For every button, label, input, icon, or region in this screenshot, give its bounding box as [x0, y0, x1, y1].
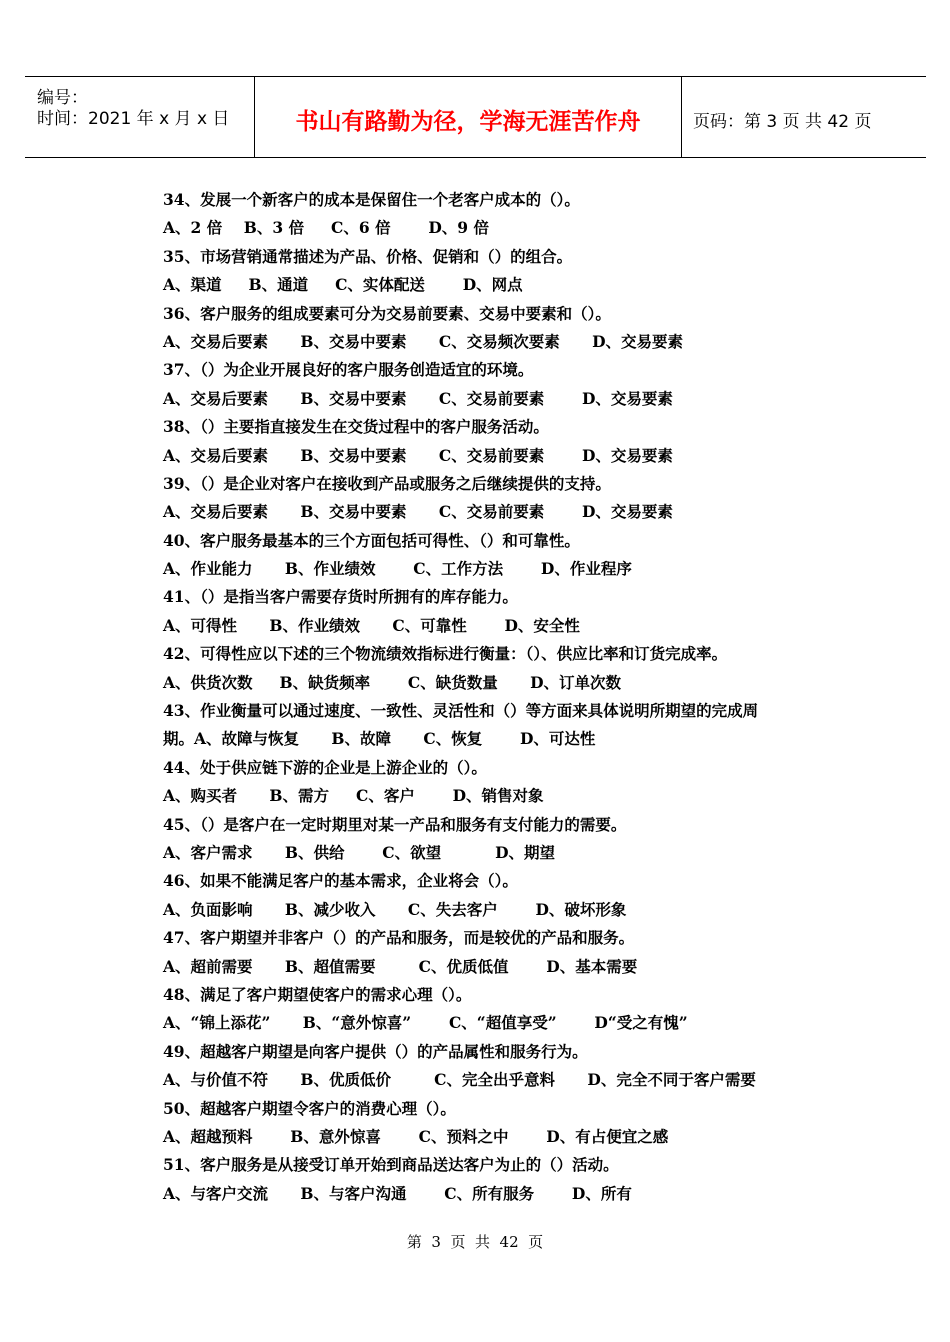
- question-list: [163, 186, 803, 1208]
- question-text: 37、（）为企业开展良好的客户服务创造适宜的环境。: [163, 360, 534, 380]
- question-text: 38、（）主要指直接发生在交货过程中的客户服务活动。: [163, 417, 549, 437]
- answer-options: A、超越预料 B、意外惊喜 C、预料之中 D、有占便宜之感: [163, 1126, 669, 1146]
- page-header: [25, 76, 926, 158]
- answer-options: A、“锦上添花” B、“意外惊喜” C、“超值享受” D“受之有愧”: [163, 1013, 688, 1033]
- question-text: 47、客户期望并非客户（）的产品和服务，而是较优的产品和服务。: [163, 928, 635, 948]
- answer-options: A、交易后要素 B、交易中要素 C、交易前要素 D、交易要素: [163, 388, 673, 408]
- question-text: 43、作业衡量可以通过速度、一致性、灵活性和（）等方面来具体说明所期望的完成周: [163, 701, 759, 721]
- question-text: 40、客户服务最基本的三个方面包括可得性、（）和可靠性。: [163, 530, 580, 550]
- page-footer: 第 3 页 共 42 页: [406, 1233, 544, 1251]
- answer-options: A、与客户交流 B、与客户沟通 C、所有服务 D、所有: [163, 1183, 632, 1203]
- question-text: 48、满足了客户期望使客户的需求心理（）。: [163, 984, 472, 1004]
- header-left-cell: [25, 77, 254, 157]
- header-page-info: 页码：第 3 页 共 42 页: [693, 112, 872, 132]
- document-time-label: 时间：2021 年 x 月 x 日: [37, 109, 230, 129]
- question-text: 44、处于供应链下游的企业是上游企业的（）。: [163, 757, 487, 777]
- answer-options: A、超前需要 B、超值需要 C、优质低值 D、基本需要: [163, 956, 638, 976]
- question-text: 46、如果不能满足客户的基本需求，企业将会（）。: [163, 871, 518, 891]
- answer-options: A、交易后要素 B、交易中要素 C、交易前要素 D、交易要素: [163, 445, 673, 465]
- answer-options: A、作业能力 B、作业绩效 C、工作方法 D、作业程序: [163, 559, 632, 579]
- question-text: 50、超越客户期望令客户的消费心理（）。: [163, 1098, 456, 1118]
- header-middle-cell: [254, 77, 682, 157]
- document-number-label: 编号：: [37, 88, 88, 108]
- question-text: 49、超越客户期望是向客户提供（）的产品属性和服务行为。: [163, 1041, 588, 1061]
- question-text: 39、（）是企业对客户在接收到产品或服务之后继续提供的支持。: [163, 473, 611, 493]
- answer-options: A、渠道 B、通道 C、实体配送 D、网点: [163, 275, 523, 295]
- question-text: 51、客户服务是从接受订单开始到商品送达客户为止的（）活动。: [163, 1155, 619, 1175]
- question-text: 36、客户服务的组成要素可分为交易前要素、交易中要素和（）。: [163, 303, 611, 323]
- answer-options: A、负面影响 B、减少收入 C、失去客户 D、破坏形象: [163, 899, 627, 919]
- answer-options: A、购买者 B、需方 C、客户 D、销售对象: [163, 786, 544, 806]
- answer-options: A、交易后要素 B、交易中要素 C、交易前要素 D、交易要素: [163, 502, 673, 522]
- question-text: 35、市场营销通常描述为产品、价格、促销和（）的组合。: [163, 246, 573, 266]
- header-motto: 书山有路勤为径，学海无涯苦作舟: [295, 109, 641, 135]
- answer-options: A、与价值不符 B、优质低价 C、完全出乎意料 D、完全不同于客户需要: [163, 1070, 756, 1090]
- answer-options: A、交易后要素 B、交易中要素 C、交易频次要素 D、交易要素: [163, 331, 684, 351]
- answer-options: A、可得性 B、作业绩效 C、可靠性 D、安全性: [163, 615, 580, 635]
- question-text: 45、（）是客户在一定时期里对某一产品和服务有支付能力的需要。: [163, 814, 627, 834]
- question-text: 41、（）是指当客户需要存货时所拥有的库存能力。: [163, 587, 518, 607]
- header-right-cell: [681, 77, 926, 157]
- question-text: 42、可得性应以下述的三个物流绩效指标进行衡量：（）、供应比率和订货完成率。: [163, 644, 728, 664]
- question-text: 34、发展一个新客户的成本是保留住一个老客户成本的（）。: [163, 190, 580, 209]
- answer-options: A、客户需求 B、供给 C、欲望 D、期望: [163, 842, 556, 862]
- answer-options: A、2 倍 B、3 倍 C、6 倍 D、9 倍: [163, 218, 489, 238]
- answer-options: 期。A、故障与恢复 B、故障 C、恢复 D、可达性: [163, 729, 596, 749]
- answer-options: A、供货次数 B、缺货频率 C、缺货数量 D、订单次数: [163, 672, 622, 692]
